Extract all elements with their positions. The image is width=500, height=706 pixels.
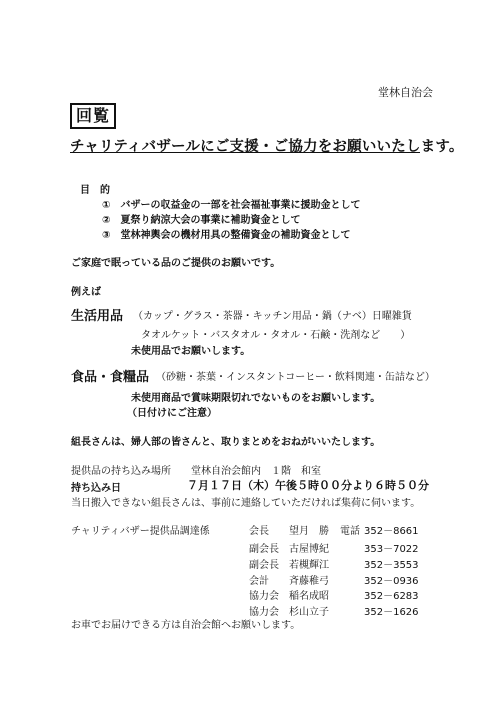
food-goods-title: 食品・食糧品 xyxy=(71,370,150,385)
food-goods-note-1: 未使用商品で賞味期限切れでないものをお願いします。 xyxy=(131,393,381,404)
contacts-section-label: チャリティバザー提供品調達係 xyxy=(71,526,210,537)
contact-name: 杉山立子 xyxy=(289,607,329,618)
examples-label: 例えば xyxy=(71,287,101,298)
food-goods-line-1: （砂糖・茶葉・インスタントコーヒー・飲料関連・缶詰など） xyxy=(156,372,435,383)
dropoff-notice: 当日搬入できない組長さんは、事前に連絡していただければ集荷に伺います。 xyxy=(71,498,421,509)
daily-goods-note: 未使用品でお願いします。 xyxy=(131,346,251,357)
dropoff-date-value: ７月１７日（木）午後５時００分より６時５０分 xyxy=(187,479,429,492)
phone-label: 電話 xyxy=(340,526,360,537)
circular-stamp: 回覧 xyxy=(70,103,116,129)
dropoff-place: 提供品の持ち込み場所 堂林自治会館内 １階 和室 xyxy=(71,466,321,477)
contact-role: 会長 xyxy=(249,526,269,537)
headline-underline xyxy=(70,152,420,153)
dropoff-date-label: 持ち込み日 xyxy=(71,483,121,494)
contact-name: 斉藤稚弓 xyxy=(289,576,329,587)
purpose-label: 目 的 xyxy=(80,185,110,196)
contact-role: 副会長 xyxy=(249,544,279,555)
contact-phone: 352－8661 xyxy=(364,526,419,537)
request-intro: ご家庭で眠っている品のご提供のお願いです。 xyxy=(71,258,281,269)
daily-goods-title: 生活用品 xyxy=(71,309,124,324)
contact-phone: 352－0936 xyxy=(364,576,419,587)
contact-role: 副会長 xyxy=(249,560,279,571)
food-goods-note-2: （日付けにご注意） xyxy=(127,408,217,419)
daily-goods-line-2: タオルケット・バスタオル・タオル・石鹸・洗剤など ） xyxy=(141,330,411,341)
contact-role: 協力会 xyxy=(249,607,279,618)
contact-phone: 353－7022 xyxy=(364,544,419,555)
closing-note: お車でお届けできる方は自治会館へお願いします。 xyxy=(71,620,301,631)
contact-role: 会計 xyxy=(249,576,269,587)
contact-name: 古屋博紀 xyxy=(289,544,329,555)
purpose-item-2: ② 夏祭り納涼大会の事業に補助資金として xyxy=(102,215,301,226)
contact-phone: 352－1626 xyxy=(364,607,419,618)
contact-name: 若槻輝江 xyxy=(289,560,329,571)
organization-name: 堂林自治会 xyxy=(378,86,433,99)
contact-role: 協力会 xyxy=(249,591,279,602)
headline: チャリティバザールにご支援・ご協力をお願いいたします。 xyxy=(70,139,464,155)
purpose-item-3: ③ 堂林神輿会の機材用具の整備資金の補助資金として xyxy=(102,230,351,241)
daily-goods-line-1: （カップ・グラス・茶器・キッチン用品・鍋（ナベ）日曜雑貨 xyxy=(133,311,412,322)
contact-phone: 352－3553 xyxy=(364,560,419,571)
contact-phone: 352－6283 xyxy=(364,591,419,602)
contact-name: 望月 勝 xyxy=(289,526,329,537)
captain-request: 組長さんは、婦人部の皆さんと、取りまとめをおねがいいたします。 xyxy=(71,437,381,448)
contact-name: 稲名成昭 xyxy=(289,591,329,602)
purpose-item-1: ① バザーの収益金の一部を社会福祉事業に援助金として xyxy=(102,200,361,211)
